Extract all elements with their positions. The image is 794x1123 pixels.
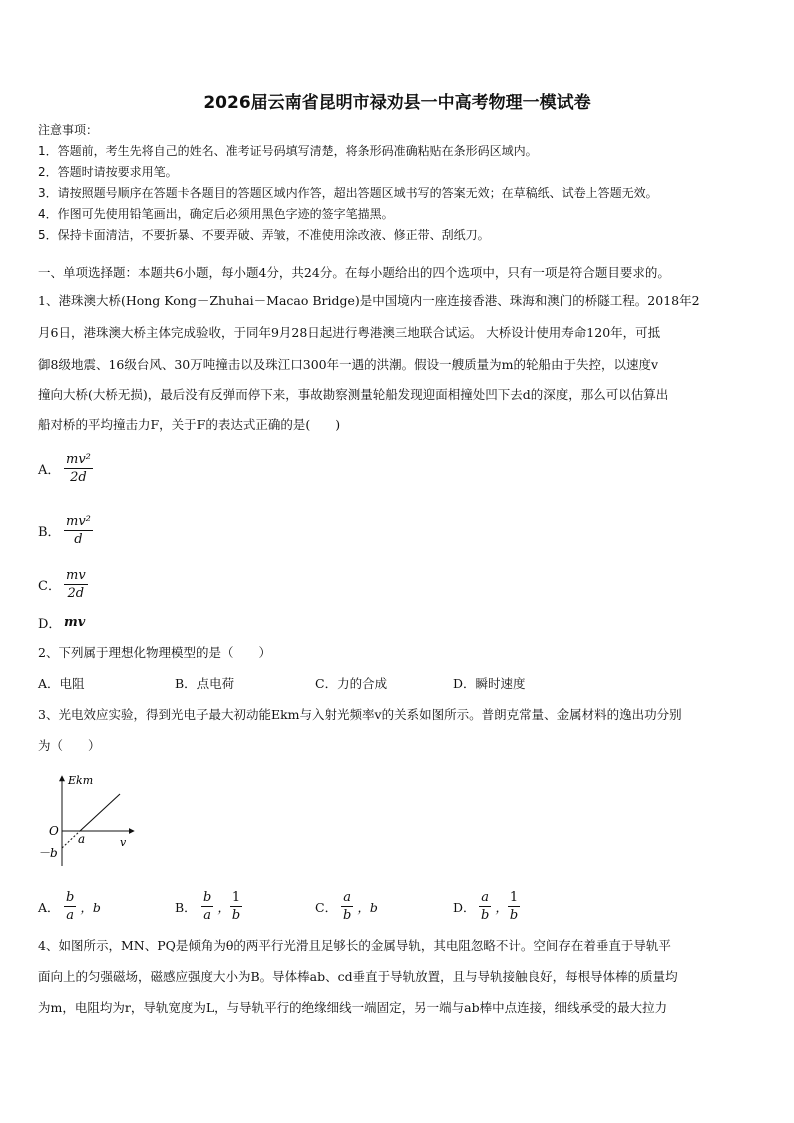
- q3-option-d[interactable]: D． $\frac{a}{b}$ ， $\frac{1}{b}$: [453, 890, 519, 923]
- notice-item: 3．请按照题号顺序在答题卡各题目的答题区域内作答，超出答题区域书写的答案无效；在草稿纸、试卷上答题无效。: [38, 186, 658, 200]
- fraction: $\frac{\text{mv²}}{d}$: [66, 514, 91, 547]
- notice-heading: 注意事项：: [38, 123, 99, 137]
- fraction: $\frac{\text{mv²}}{2d}$: [66, 452, 91, 485]
- q1-line: 月6日，港珠澳大桥主体完成验收，于同年9月28日起进行粤港澳三地联合试运。 大桥设计使用寿命120年，可抵: [38, 325, 661, 340]
- q4-line: 面向上的匀强磁场，磁感应强度大小为B。导体棒ab、cd垂直于导轨放置，且与导轨接触良好，每根导体棒的质量均: [38, 969, 678, 984]
- q3-line: 为（ ）: [38, 738, 101, 753]
- q2-stem: 2、下列属于理想化物理模型的是（ ）: [38, 645, 271, 660]
- q1-line: 撞向大桥(大桥无损)，最后没有反弹而停下来，事故勘察测量轮船发现迎面相撞处凹下去d的深度，那么可以估算出: [38, 387, 669, 402]
- q2-option-a[interactable]: A．电阻: [38, 676, 85, 691]
- fraction: $\frac{a}{b}$: [481, 890, 490, 923]
- q4-line: 为m，电阻均为r，导轨宽度为L，与导轨平行的绝缘细线一端固定，另一端与ab棒中点连接，细线承受的最大拉力: [38, 1000, 668, 1015]
- fraction: $\frac{b}{a}$: [203, 890, 212, 923]
- fraction: $\frac{mv}{2d}$: [66, 568, 86, 601]
- intercept-a-label: a: [78, 832, 86, 846]
- q1-line: 御8级地震、16级台风、30万吨撞击以及珠江口300年一遇的洪潮。假设一艘质量为m的轮船由于失控，以速度v: [38, 357, 659, 372]
- origin-label: O: [49, 824, 59, 838]
- q1-option-b[interactable]: B． $\frac{\text{mv²}}{d}$: [38, 514, 91, 547]
- q1-option-c[interactable]: C． $\frac{mv}{2d}$: [38, 568, 86, 601]
- photoelectric-graph: [36, 768, 146, 868]
- q2-option-c[interactable]: C．力的合成: [315, 676, 388, 691]
- page-title: 2026届云南省昆明市禄劝县一中高考物理一模试卷: [203, 93, 591, 113]
- q1-option-d[interactable]: D． mv: [38, 615, 86, 632]
- x-axis-label: v: [120, 836, 127, 849]
- notice-item: 5．保持卡面清洁，不要折暴、不要弄破、弄皱，不准使用涂改液、修正带、刮纸刀。: [38, 228, 490, 242]
- q3-option-b[interactable]: B． $\frac{b}{a}$ ， $\frac{1}{b}$: [175, 890, 241, 923]
- notice-item: 2．答题时请按要求用笔。: [38, 165, 178, 179]
- y-axis-label: Ekm: [68, 774, 94, 787]
- fraction: $\frac{b}{a}$: [66, 890, 75, 923]
- notice-item: 4．作图可先使用铅笔画出，确定后必须用黑色字迹的签字笔描黑。: [38, 207, 394, 221]
- q2-option-b[interactable]: B．点电荷: [175, 676, 235, 691]
- notice-item: 1．答题前，考生先将自己的姓名、准考证号码填写清楚，将条形码准确粘贴在条形码区域内。: [38, 144, 538, 158]
- q3-line: 3、光电效应实验，得到光电子最大初动能Ekm与入射光频率v的关系如图所示。普朗克常量、金属材料的逸出功分别: [38, 707, 682, 722]
- section-heading: 一、单项选择题：本题共6小题，每小题4分，共24分。在每小题给出的四个选项中，只有一项是符合题目要求的。: [38, 265, 670, 280]
- q2-option-d[interactable]: D．瞬时速度: [453, 676, 526, 691]
- q1-option-a[interactable]: A． $\frac{\text{mv²}}{2d}$: [38, 452, 91, 485]
- intercept-b-label: －b: [38, 846, 58, 860]
- fraction: $\frac{1}{b}$: [231, 890, 241, 923]
- q1-line: 1、港珠澳大桥(Hong Kong－Zhuhai－Macao Bridge)是中国境内一座连接香港、珠海和澳门的桥隧工程。2018年2: [38, 293, 700, 308]
- fraction: $\frac{a}{b}$: [343, 890, 352, 923]
- q3-option-c[interactable]: C． $\frac{a}{b}$ ，b: [315, 890, 378, 923]
- q3-option-a[interactable]: A． $\frac{b}{a}$ ，b: [38, 890, 101, 923]
- fraction: $\frac{1}{b}$: [509, 890, 519, 923]
- q1-line: 船对桥的平均撞击力F，关于F的表达式正确的是( ): [38, 417, 341, 432]
- graph-line: [80, 794, 120, 831]
- q4-line: 4、如图所示，MN、PQ是倾角为θ的两平行光滑且足够长的金属导轨，其电阻忽略不计。空间存在着垂直于导轨平: [38, 938, 671, 953]
